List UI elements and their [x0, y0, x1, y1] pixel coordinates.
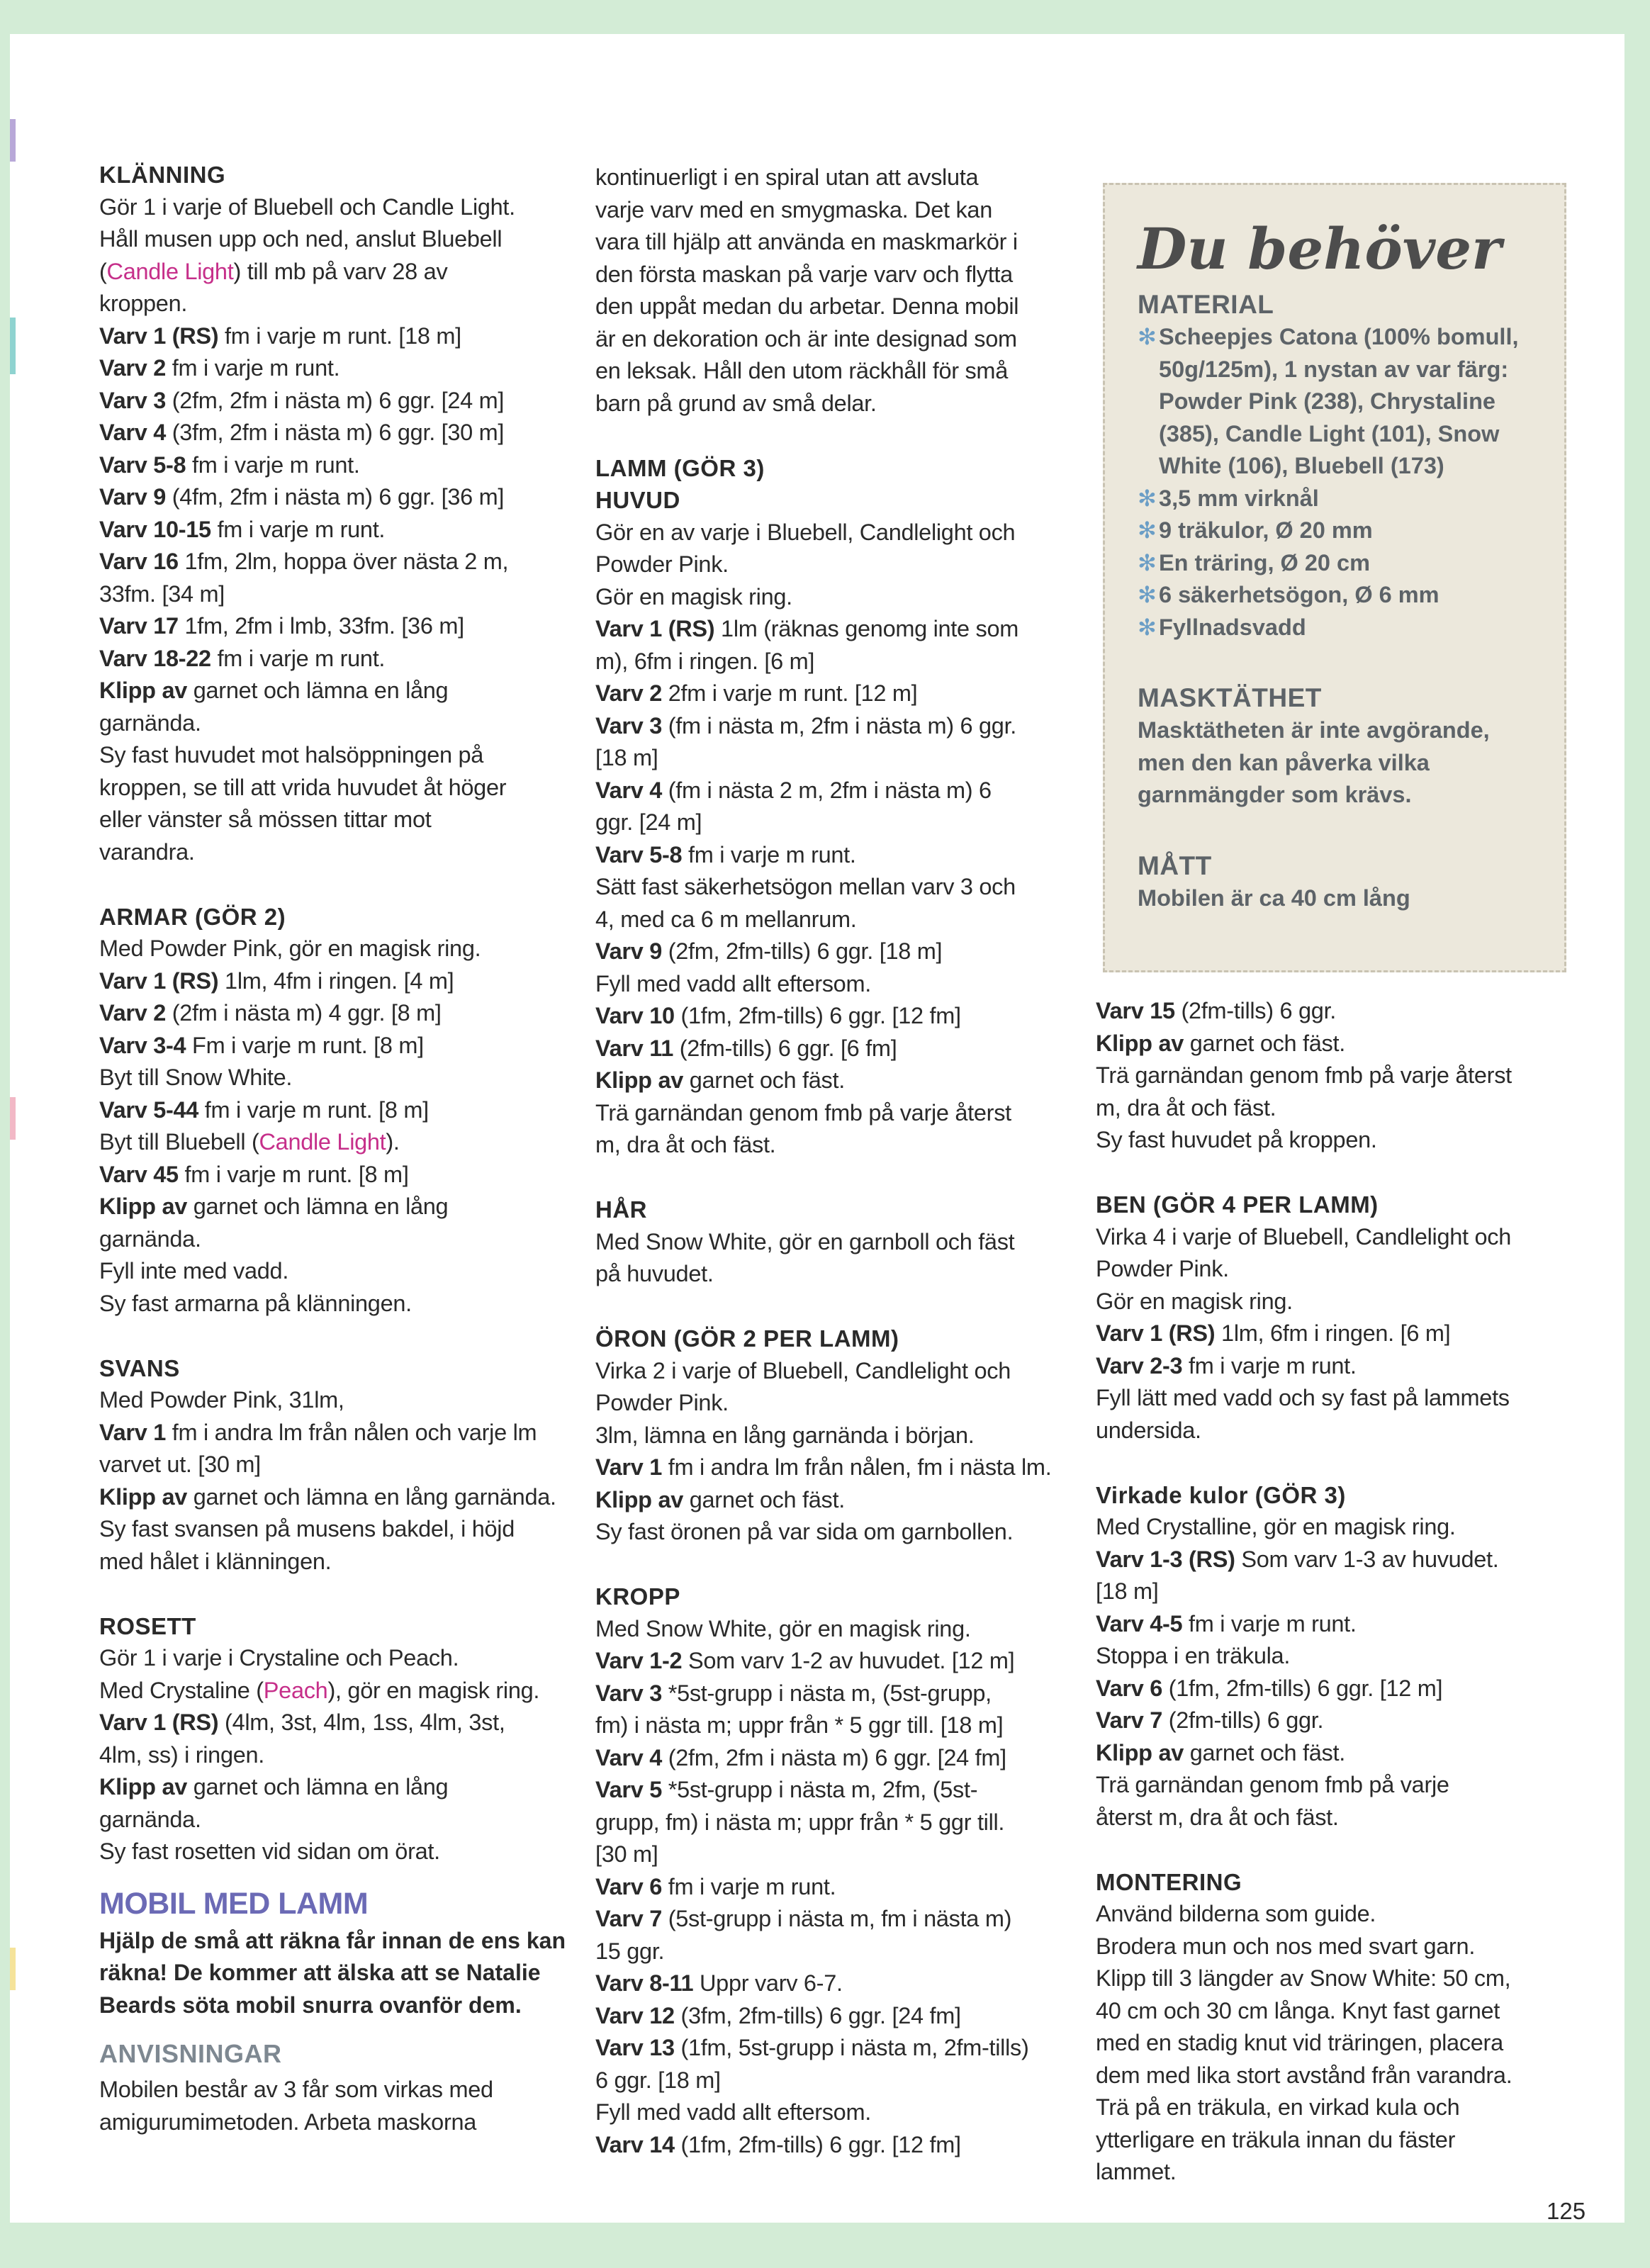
text-line: kroppen, se till att vrida huvudet åt höger [99, 774, 507, 800]
text-line: varvet ut. [30 m] [99, 1452, 261, 1477]
section-heading-kulor: Virkade kulor (GÖR 3) [1096, 1481, 1346, 1508]
asterisk-bullet-icon: ✻ [1138, 324, 1157, 349]
text-line: [30 m] [595, 1841, 658, 1867]
text-line: Sy fast huvudet mot halsöppningen på [99, 742, 484, 768]
column-right [1096, 995, 1578, 2189]
row-instruction: Varv 4 (fm i nästa 2 m, 2fm i nästa m) 6 [595, 777, 992, 803]
text-line: Använd bilderna som guide. [1096, 1901, 1376, 1926]
row-instruction: Klipp av garnet och fäst. [595, 1486, 845, 1512]
text-line: fm) i nästa m; uppr från * 5 ggr till. [18 m] [595, 1712, 1004, 1738]
text-line: vara till hjälp att använda en maskmarkör i [595, 229, 1018, 254]
row-instruction: Varv 6 (1fm, 2fm-tills) 6 ggr. [12 m] [1096, 1675, 1443, 1701]
section-heading-rosett: ROSETT [99, 1612, 196, 1639]
text-line: Med Powder Pink, gör en magisk ring. [99, 936, 481, 961]
text-line: ytterligare en träkula innan du fäster [1096, 2126, 1456, 2152]
material-item: ✻ 9 träkulor, Ø 20 mm [1138, 515, 1564, 547]
text-line: Med Crystaline (Peach), gör en magisk ring. [99, 1677, 540, 1703]
text-line: den första maskan på varje varv och flytta [595, 261, 1013, 287]
text-line: Powder Pink. [595, 1390, 729, 1415]
text-line: amigurumimetoden. Arbeta maskorna [99, 2109, 477, 2135]
text-line: Gör en av varje i Bluebell, Candlelight och [595, 519, 1016, 545]
row-instruction: Varv 17 1fm, 2fm i lmb, 33fm. [36 m] [99, 613, 464, 639]
row-instruction: Varv 14 (1fm, 2fm-tills) 6 ggr. [12 fm] [595, 2131, 961, 2157]
text-line: (Candle Light) till mb på varv 28 av [99, 258, 448, 284]
text-line: Trä garnändan genom fmb på varje [1096, 1772, 1449, 1797]
text-line: Med Snow White, gör en magisk ring. [595, 1615, 971, 1641]
text-line: Stoppa i en träkula. [1096, 1643, 1291, 1668]
text-line: Fyll inte med vadd. [99, 1258, 289, 1284]
text-line: Trä på en träkula, en virkad kula och [1096, 2094, 1460, 2120]
text-line: en leksak. Håll den utom räckhåll för små [595, 358, 1008, 383]
text-line: Med Snow White, gör en garnboll och fäst [595, 1228, 1015, 1254]
text-line: [18 m] [595, 745, 658, 770]
text-line: Fyll med vadd allt eftersom. [595, 2099, 871, 2125]
row-instruction: Varv 10-15 fm i varje m runt. [99, 516, 386, 542]
text-line: Brodera mun och nos med svart garn. [1096, 1933, 1476, 1959]
text-line: Klipp till 3 längder av Snow White: 50 cm, [1096, 1965, 1511, 1991]
row-instruction: Varv 2-3 fm i varje m runt. [1096, 1352, 1357, 1379]
text-line: Trä garnändan genom fmb på varje återst [1096, 1062, 1512, 1088]
material-item: ✻ Scheepjes Catona (100% bomull, 50g/125m), 1 nystan av var färg: Powder Pink (238), Chrystaline (385), Candle Light (101), Snow White (106), Bluebell (173) [1138, 321, 1564, 483]
section-heading-oron: ÖRON (GÖR 2 PER LAMM) [595, 1325, 899, 1352]
text-line: 15 ggr. [595, 1938, 665, 1964]
row-instruction: Varv 3-4 Fm i varje m runt. [8 m] [99, 1032, 424, 1058]
row-instruction: Varv 3 *5st-grupp i nästa m, (5st-grupp, [595, 1680, 992, 1706]
text-line: Gör 1 i varje of Bluebell och Candle Light. [99, 193, 515, 220]
edge-tab-yellow [10, 1948, 16, 1990]
text-line: varje varv med en smygmaska. Det kan [595, 196, 992, 223]
text-line: dem med lika stort avstånd från varandra. [1096, 2062, 1512, 2088]
asterisk-bullet-icon: ✻ [1138, 614, 1157, 640]
pink-highlight: Candle Light [106, 258, 234, 284]
text-line: Virka 4 i varje of Bluebell, Candlelight och [1096, 1223, 1511, 1250]
edge-tab-teal [10, 318, 16, 374]
text-line: kontinuerligt i en spiral utan att avsluta [595, 164, 979, 190]
asterisk-bullet-icon: ✻ [1138, 485, 1157, 511]
text-line: Trä garnändan genom fmb på varje återst [595, 1099, 1011, 1125]
row-instruction: Varv 3 (2fm, 2fm i nästa m) 6 ggr. [24 m] [99, 387, 505, 413]
row-instruction: Klipp av garnet och fäst. [1096, 1739, 1345, 1765]
text-line: 4lm, ss) i ringen. [99, 1741, 265, 1768]
row-instruction: Varv 8-11 Uppr varv 6-7. [595, 1970, 843, 1996]
asterisk-bullet-icon: ✻ [1138, 549, 1157, 576]
box-title: Du behöver [1138, 215, 1502, 282]
row-instruction: Varv 9 (2fm, 2fm-tills) 6 ggr. [18 m] [595, 938, 943, 964]
row-instruction: Varv 5-8 fm i varje m runt. [595, 841, 856, 868]
intro-line: räkna! De kommer att älska att se Natalie [99, 1960, 541, 1985]
text-line: Fyll lätt med vadd och sy fast på lammets [1096, 1385, 1510, 1410]
row-instruction: Varv 1 (RS) fm i varje m runt. [18 m] [99, 322, 461, 349]
text-line: 6 ggr. [18 m] [595, 2067, 721, 2093]
section-heading-ben: BEN (GÖR 4 PER LAMM) [1096, 1191, 1379, 1218]
magazine-page [10, 34, 1624, 2223]
text-line: barn på grund av små delar. [595, 390, 877, 416]
text-line: 3lm, lämna en lång garnända i början. [595, 1422, 975, 1448]
text-line: Sätt fast säkerhetsögon mellan varv 3 och [595, 874, 1016, 899]
text-line: Gör 1 i varje i Crystaline och Peach. [99, 1645, 459, 1671]
row-instruction: Varv 45 fm i varje m runt. [8 m] [99, 1161, 409, 1187]
column-left [99, 159, 566, 2138]
text-line: är en dekoration och är inte designad som [595, 325, 1017, 352]
text-line: Fyll med vadd allt eftersom. [595, 970, 871, 997]
text-line: m), 6fm i ringen. [6 m] [595, 648, 815, 674]
row-instruction: Varv 12 (3fm, 2fm-tills) 6 ggr. [24 fm] [595, 2002, 961, 2028]
text-line: återst m, dra åt och fäst. [1096, 1804, 1339, 1830]
row-instruction: Varv 2 (2fm i nästa m) 4 ggr. [8 m] [99, 1000, 442, 1026]
row-instruction: Varv 13 (1fm, 5st-grupp i nästa m, 2fm-tills) [595, 2035, 1029, 2060]
text-line: Byt till Snow White. [99, 1065, 293, 1090]
row-instruction: Varv 1-3 (RS) Som varv 1-3 av huvudet. [1096, 1546, 1499, 1572]
asterisk-bullet-icon: ✻ [1138, 517, 1157, 543]
text-line: garnända. [99, 1806, 201, 1832]
intro-line: Beards söta mobil snurra ovanför dem. [99, 1992, 522, 2018]
gauge-heading: MASKTÄTHET [1138, 683, 1322, 712]
text-line: med hålet i klänningen. [99, 1548, 332, 1574]
row-instruction: Varv 16 1fm, 2lm, hoppa över nästa 2 m, [99, 549, 509, 574]
section-heading-har: HÅR [595, 1196, 647, 1223]
text-line: på huvudet. [595, 1261, 714, 1286]
edge-tab-pink [10, 1097, 16, 1140]
text-line: Sy fast rosetten vid sidan om örat. [99, 1838, 440, 1864]
row-instruction: Klipp av garnet och lämna en lång [99, 1774, 449, 1800]
row-instruction: Varv 1 (RS) 1lm, 6fm i ringen. [6 m] [1096, 1320, 1451, 1346]
text-line: 33fm. [34 m] [99, 580, 225, 607]
row-instruction: Klipp av garnet och lämna en lång garnända. [99, 1483, 556, 1510]
text-line: Sy fast öronen på var sida om garnbollen. [595, 1519, 1014, 1544]
text-line: Med Powder Pink, 31lm, [99, 1387, 344, 1413]
pink-highlight: Candle Light [259, 1129, 386, 1155]
section-heading-montering: MONTERING [1096, 1868, 1242, 1895]
row-instruction: Varv 6 fm i varje m runt. [595, 1873, 836, 1899]
row-instruction: Varv 7 (5st-grupp i nästa m, fm i nästa m) [595, 1906, 1012, 1931]
row-instruction: Klipp av garnet och fäst. [1096, 1030, 1345, 1056]
edge-tab-purple [10, 119, 16, 162]
text-line: Håll musen upp och ned, anslut Bluebell [99, 226, 503, 252]
material-item: ✻ Fyllnadsvadd [1138, 612, 1564, 644]
text-line: Virka 2 i varje of Bluebell, Candlelight och [595, 1357, 1011, 1383]
row-instruction: Varv 11 (2fm-tills) 6 ggr. [6 fm] [595, 1035, 897, 1061]
text-line: Powder Pink. [1096, 1256, 1229, 1281]
row-instruction: Varv 18-22 fm i varje m runt. [99, 645, 386, 671]
text-line: ggr. [24 m] [595, 809, 702, 835]
column-middle [595, 162, 1077, 2161]
row-instruction: Varv 1 (RS) 1lm (räknas genomg inte som [595, 616, 1019, 641]
text-line: med en stadig knut vid träringen, placera [1096, 2030, 1503, 2055]
section-heading-klanning: KLÄNNING [99, 162, 226, 188]
text-line: Med Crystalline, gör en magisk ring. [1096, 1514, 1456, 1539]
material-item: ✻ En träring, Ø 20 cm [1138, 547, 1564, 580]
row-instruction: Varv 5-8 fm i varje m runt. [99, 451, 360, 478]
row-instruction: Klipp av garnet och fäst. [595, 1067, 845, 1093]
text-line: Byt till Bluebell (Candle Light). [99, 1129, 400, 1155]
row-instruction: Varv 1 (RS) 1lm, 4fm i ringen. [4 m] [99, 967, 454, 994]
material-item: ✻ 3,5 mm virknål [1138, 483, 1564, 515]
row-instruction: Varv 5-44 fm i varje m runt. [8 m] [99, 1096, 429, 1123]
text-line: Powder Pink. [595, 551, 729, 577]
row-instruction: Klipp av garnet och lämna en lång [99, 678, 449, 703]
text-line: Sy fast huvudet på kroppen. [1096, 1127, 1377, 1152]
row-instruction: Varv 1 (RS) (4lm, 3st, 4lm, 1ss, 4lm, 3st, [99, 1710, 505, 1735]
page-number: 125 [1547, 2198, 1586, 2224]
pink-highlight: Peach [263, 1677, 328, 1703]
row-instruction: Klipp av garnet och lämna en lång [99, 1194, 449, 1219]
section-heading-kropp: KROPP [595, 1583, 680, 1610]
text-line: m, dra åt och fäst. [1096, 1094, 1276, 1121]
section-heading-armar: ARMAR (GÖR 2) [99, 903, 286, 930]
text-line: Gör en magisk ring. [1096, 1288, 1293, 1314]
text-line: den uppåt medan du arbetar. Denna mobil [595, 293, 1019, 319]
text-line: Gör en magisk ring. [595, 583, 792, 610]
row-instruction: Varv 2 fm i varje m runt. [99, 355, 340, 381]
row-instruction: Varv 1 fm i andra lm från nålen och varje lm [99, 1419, 537, 1445]
text-line: garnända. [99, 709, 201, 736]
text-line: [18 m] [1096, 1578, 1159, 1604]
text-line: kroppen. [99, 291, 188, 316]
text-line: 4, med ca 6 m mellanrum. [595, 906, 857, 932]
instructions-heading: ANVISNINGAR [99, 2039, 282, 2068]
size-heading: MÅTT [1138, 850, 1212, 880]
section-heading-lamm: LAMM (GÖR 3) [595, 454, 765, 481]
asterisk-bullet-icon: ✻ [1138, 582, 1157, 607]
pattern-title: MOBIL MED LAMM [99, 1886, 369, 1921]
row-instruction: Varv 5 *5st-grupp i nästa m, 2fm, (5st- [595, 1777, 978, 1802]
section-heading-svans: SVANS [99, 1354, 180, 1381]
intro-line: Hjälp de små att räkna får innan de ens kan [99, 1927, 566, 1953]
text-line: garnända. [99, 1225, 201, 1252]
text-line: lammet. [1096, 2159, 1177, 2184]
row-instruction: Varv 1 fm i andra lm från nålen, fm i nästa lm. [595, 1454, 1052, 1480]
text-line: Sy fast armarna på klänningen. [99, 1290, 412, 1316]
row-instruction: Varv 4 (3fm, 2fm i nästa m) 6 ggr. [30 m] [99, 420, 505, 445]
text-line: 40 cm och 30 cm långa. Knyt fast garnet [1096, 1997, 1500, 2023]
row-instruction: Varv 2 2fm i varje m runt. [12 m] [595, 680, 918, 706]
row-instruction: Varv 9 (4fm, 2fm i nästa m) 6 ggr. [36 m] [99, 484, 505, 510]
row-instruction: Varv 10 (1fm, 2fm-tills) 6 ggr. [12 fm] [595, 1003, 961, 1028]
row-instruction: Varv 4 (2fm, 2fm i nästa m) 6 ggr. [24 fm] [595, 1744, 1006, 1770]
row-instruction: Varv 4-5 fm i varje m runt. [1096, 1610, 1357, 1637]
text-line: grupp, fm) i nästa m; uppr från * 5 ggr till. [595, 1809, 1005, 1835]
text-line: Sy fast svansen på musens bakdel, i höjd [99, 1516, 515, 1542]
row-instruction: Varv 15 (2fm-tills) 6 ggr. [1096, 998, 1337, 1023]
text-line: m, dra åt och fäst. [595, 1132, 776, 1157]
text-line: eller vänster så mössen tittar mot [99, 807, 432, 832]
material-item: ✻ 6 säkerhetsögon, Ø 6 mm [1138, 579, 1564, 612]
section-heading-huvud: HUVUD [595, 487, 680, 513]
material-heading: MATERIAL [1138, 290, 1274, 319]
row-instruction: Varv 1-2 Som varv 1-2 av huvudet. [12 m] [595, 1648, 1015, 1673]
materials-box: Du behöver MATERIAL ✻ Scheepjes Catona (100% bomull, 50g/125m), 1 nystan av var färg: Powder Pink (238), Chrystaline (385), Candle Light (101), Snow White (106), Bluebell (173) ✻ 3,5 mm virknål ✻ 9 träkulor, Ø 20 mm ✻ En träring, Ø 20 cm ✻ 6 säkerhetsögon, Ø 6 mm ✻ Fyllnadsvadd MASKTÄTHET Masktätheten är inte avgörande, men den kan påverka vilka garnmängder som krävs. MÅTT Mobilen är ca 40 cm lång [1103, 183, 1566, 972]
row-instruction: Varv 3 (fm i nästa m, 2fm i nästa m) 6 ggr. [595, 712, 1017, 739]
text-line: undersida. [1096, 1417, 1201, 1443]
text-line: Mobilen består av 3 får som virkas med [99, 2077, 493, 2102]
row-instruction: Varv 7 (2fm-tills) 6 ggr. [1096, 1707, 1324, 1733]
text-line: varandra. [99, 838, 195, 865]
